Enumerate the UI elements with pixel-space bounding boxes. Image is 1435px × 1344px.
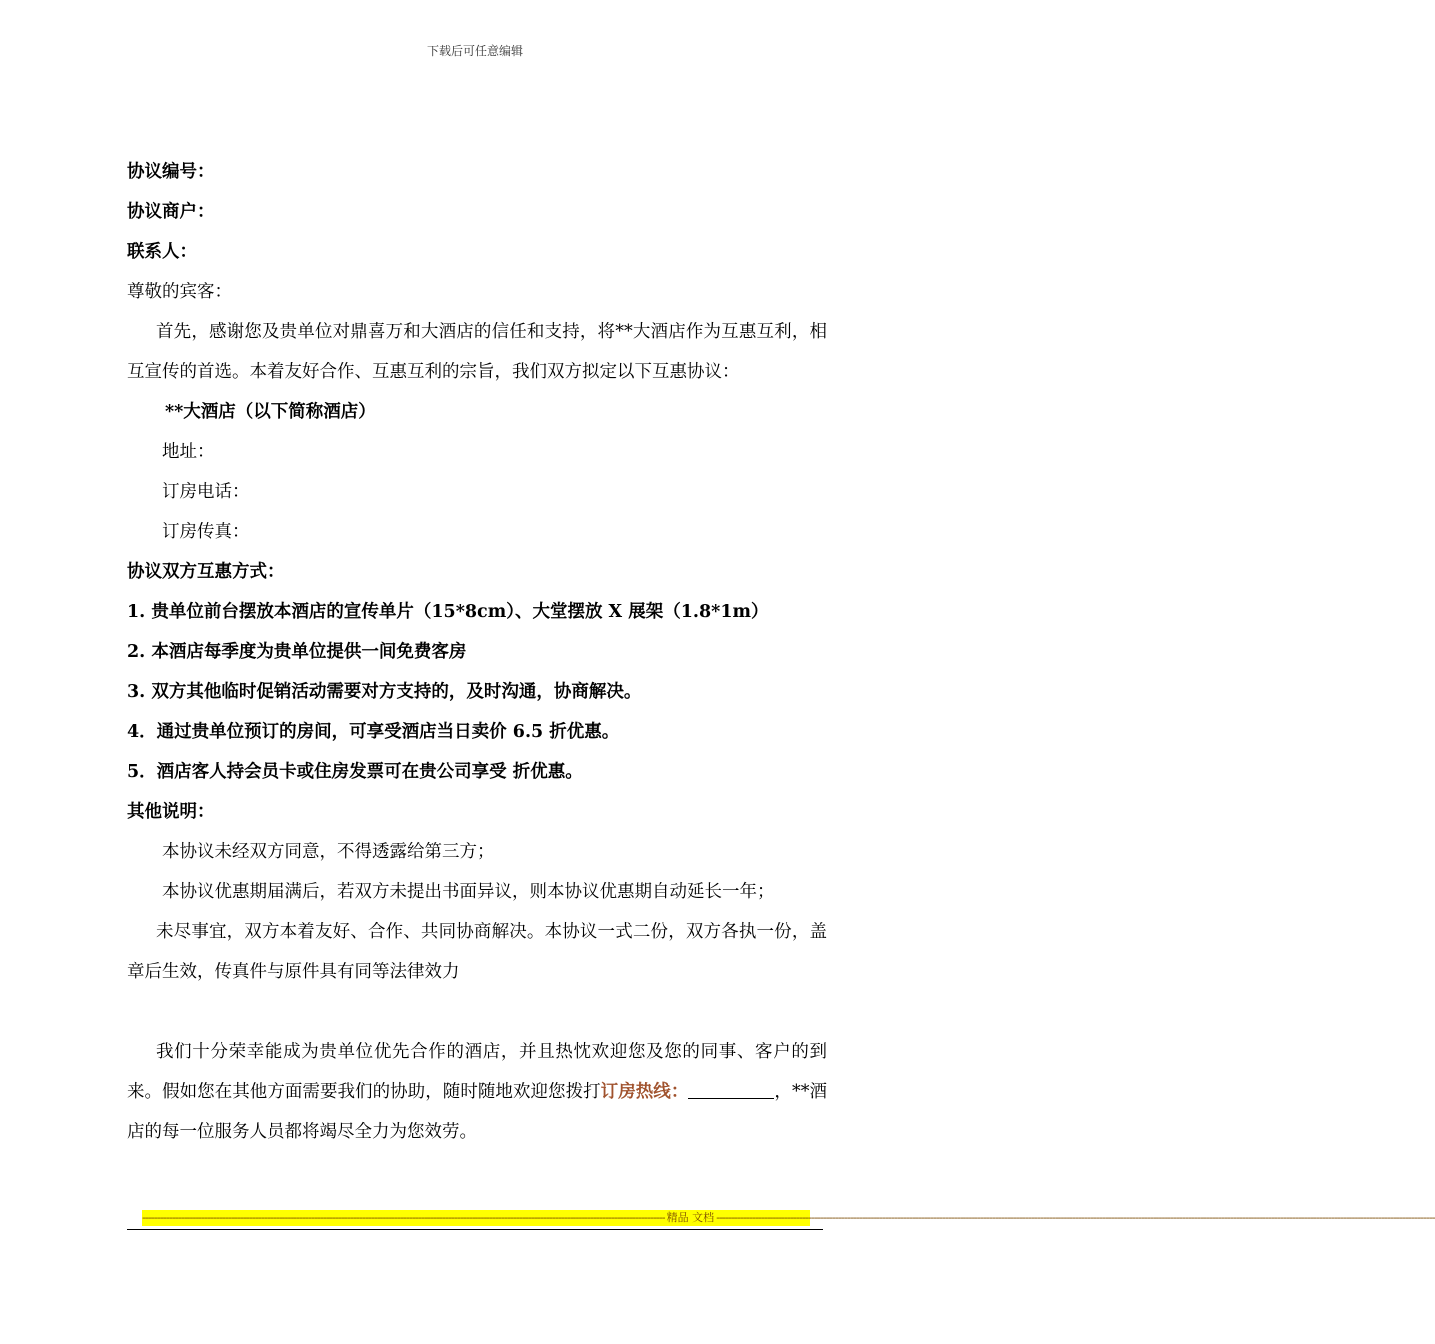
term-item: 5．酒店客人持会员卡或住房发票可在贵公司享受 折优惠。 [127, 762, 583, 782]
closing-text: 我们十分荣幸能成为贵单位优先合作的酒店，并且热忱欢迎您及您的同事、客户的到来。假如您在其他方面需要我们的协助，随时随地欢迎您拨打 [127, 1042, 827, 1102]
intro-paragraph: 首先，感谢您及贵单位对鼎喜万和大酒店的信任和支持，将**大酒店作为互惠互利，相互宣传的首选。本着友好合作、互惠互利的宗旨，我们双方拟定以下互惠协议： [127, 322, 827, 382]
hotline-blank [688, 1080, 708, 1099]
note-item: 未尽事宜，双方本着友好、合作、共同协商解决。本协议一式二份，双方各执一份，盖章后生效，传真件与原件具有同等法律效力 [127, 922, 827, 982]
hotel-booking-fax: 订房传真： [162, 522, 250, 542]
term-item: 2. 本酒店每季度为贵单位提供一间免费客房 [127, 642, 467, 662]
closing-text-end: ，**酒店的每一位服务人员都将竭尽全力为您效劳。 [127, 1082, 828, 1142]
agreement-number-field: 协议编号： [127, 162, 215, 182]
spacer [127, 992, 827, 1032]
footer-rule [127, 1229, 823, 1230]
contact-field: 联系人： [127, 242, 197, 262]
hotel-booking-phone: 订房电话： [162, 482, 250, 502]
merchant-field: 协议商户： [127, 202, 215, 222]
hotline-blank [708, 1080, 774, 1099]
header-note: 下载后可任意编辑 [426, 44, 523, 58]
term-item: 3. 双方其他临时促销活动需要对方支持的，及时沟通，协商解决。 [127, 682, 642, 702]
document-body [127, 152, 827, 1152]
greeting: 尊敬的宾客： [127, 282, 232, 302]
footer-dashes: -------------------------------------------------------------------------------------------------------------------------------------------------------------------------------- [142, 1211, 665, 1224]
note-item: 本协议未经双方同意，不得透露给第三方； [162, 842, 495, 862]
term-item: 1. 贵单位前台摆放本酒店的宣传单片（15*8cm）、大堂摆放 X 展架（1.8*1m） [127, 602, 769, 622]
footer-dashes: -------------------------------------------------------------------------------------------------------------------------------------------------------------------------------------------------------------------------------------------------- [716, 1211, 1435, 1224]
hotline-label: 订房热线： [600, 1082, 689, 1102]
closing-paragraph [127, 1032, 827, 1152]
term-item: 4．通过贵单位预订的房间，可享受酒店当日卖价 6.5 折优惠。 [127, 722, 620, 742]
terms-heading: 协议双方互惠方式： [127, 562, 285, 582]
hotel-name: **大酒店（以下简称酒店） [165, 402, 376, 422]
footer-label: 精品 文档 [666, 1211, 715, 1224]
notes-heading: 其他说明： [127, 802, 215, 822]
note-item: 本协议优惠期届满后，若双方未提出书面异议，则本协议优惠期自动延长一年； [162, 882, 775, 902]
hotel-address: 地址： [162, 442, 215, 462]
footer-banner [142, 1210, 1435, 1226]
